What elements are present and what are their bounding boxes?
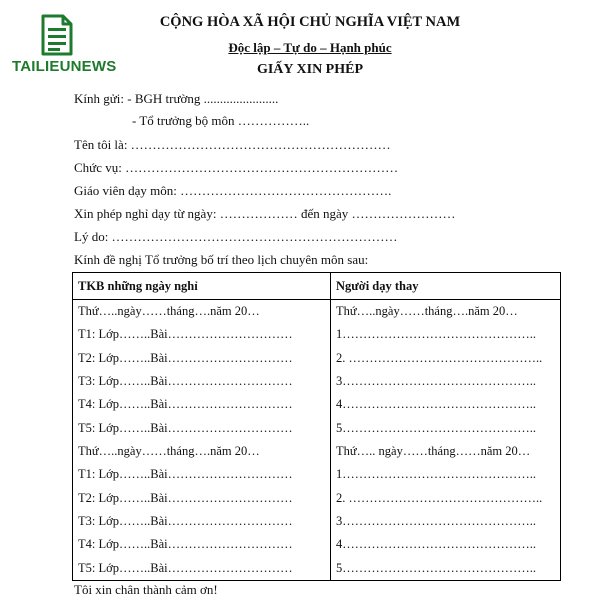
thanks-line: Tôi xin chân thành cảm ơn! [74, 582, 218, 597]
table-row [73, 533, 561, 556]
schedule-cell: T1: Lớp……..Bài………………………… [73, 463, 331, 486]
header-cell-absent-schedule: TKB những ngày nghỉ [73, 273, 331, 300]
substitute-cell: 4……………………………………….. [331, 533, 561, 556]
schedule-cell: Thứ…..ngày……tháng….năm 20… [73, 440, 331, 463]
document-icon [39, 14, 75, 56]
table-header-row [73, 273, 561, 300]
header-cell-substitute: Người dạy thay [331, 273, 561, 300]
schedule-cell: T4: Lớp……..Bài………………………… [73, 533, 331, 556]
schedule-cell: T3: Lớp……..Bài………………………… [73, 370, 331, 393]
table-row [73, 417, 561, 440]
table-row [73, 347, 561, 370]
schedule-cell: T2: Lớp……..Bài………………………… [73, 487, 331, 510]
substitute-cell: 5……………………………………….. [331, 417, 561, 440]
table-row [73, 557, 561, 581]
leave-period-field: Xin phép nghỉ dạy từ ngày: ……………… đến ngày …………………… [74, 206, 456, 221]
recipient-line-1: Kính gửi: - BGH trường ....................... [74, 91, 279, 106]
substitute-cell: 1……………………………………….. [331, 463, 561, 486]
country-heading: CỘNG HÒA XÃ HỘI CHỦ NGHĨA VIỆT NAM [159, 14, 461, 30]
substitute-cell: 3……………………………………….. [331, 370, 561, 393]
substitute-cell: 5……………………………………….. [331, 557, 561, 581]
substitute-cell: 2. ……………………………………….. [331, 347, 561, 370]
substitute-cell: Thứ…..ngày……tháng….năm 20… [331, 300, 561, 324]
request-line: Kính đề nghị Tổ trưởng bố trí theo lịch chuyên môn sau: [74, 252, 369, 267]
substitute-cell: 4……………………………………….. [331, 393, 561, 416]
recipient-line-2: - Tổ trưởng bộ môn …………….. [132, 113, 310, 128]
table-row [73, 487, 561, 510]
schedule-cell: T4: Lớp……..Bài………………………… [73, 393, 331, 416]
schedule-cell: T1: Lớp……..Bài………………………… [73, 323, 331, 346]
schedule-cell: T5: Lớp……..Bài………………………… [73, 557, 331, 581]
name-field: Tên tôi là: …………………………………………………… [74, 137, 391, 152]
table-row [73, 370, 561, 393]
motto: Độc lập – Tự do – Hạnh phúc [228, 40, 392, 55]
table-row [73, 323, 561, 346]
schedule-table [72, 272, 561, 581]
substitute-cell: 2. ……………………………………….. [331, 487, 561, 510]
table-row [73, 463, 561, 486]
substitute-cell: 1……………………………………….. [331, 323, 561, 346]
schedule-cell: Thứ…..ngày……tháng….năm 20… [73, 300, 331, 324]
table-row [73, 300, 561, 324]
table-row [73, 510, 561, 533]
substitute-cell: Thứ….. ngày……tháng……năm 20… [331, 440, 561, 463]
table-row [73, 393, 561, 416]
table-row [73, 440, 561, 463]
position-field: Chức vụ: ……………………………………………………… [74, 160, 399, 175]
document-title: GIẤY XIN PHÉP [256, 62, 364, 77]
schedule-cell: T2: Lớp……..Bài………………………… [73, 347, 331, 370]
brand-name: TAILIEUNEWS [12, 58, 117, 75]
subject-field: Giáo viên dạy môn: …………………………………………. [74, 183, 392, 198]
reason-field: Lý do: ………………………………………………………… [74, 229, 398, 244]
substitute-cell: 3……………………………………….. [331, 510, 561, 533]
schedule-cell: T5: Lớp……..Bài………………………… [73, 417, 331, 440]
schedule-cell: T3: Lớp……..Bài………………………… [73, 510, 331, 533]
